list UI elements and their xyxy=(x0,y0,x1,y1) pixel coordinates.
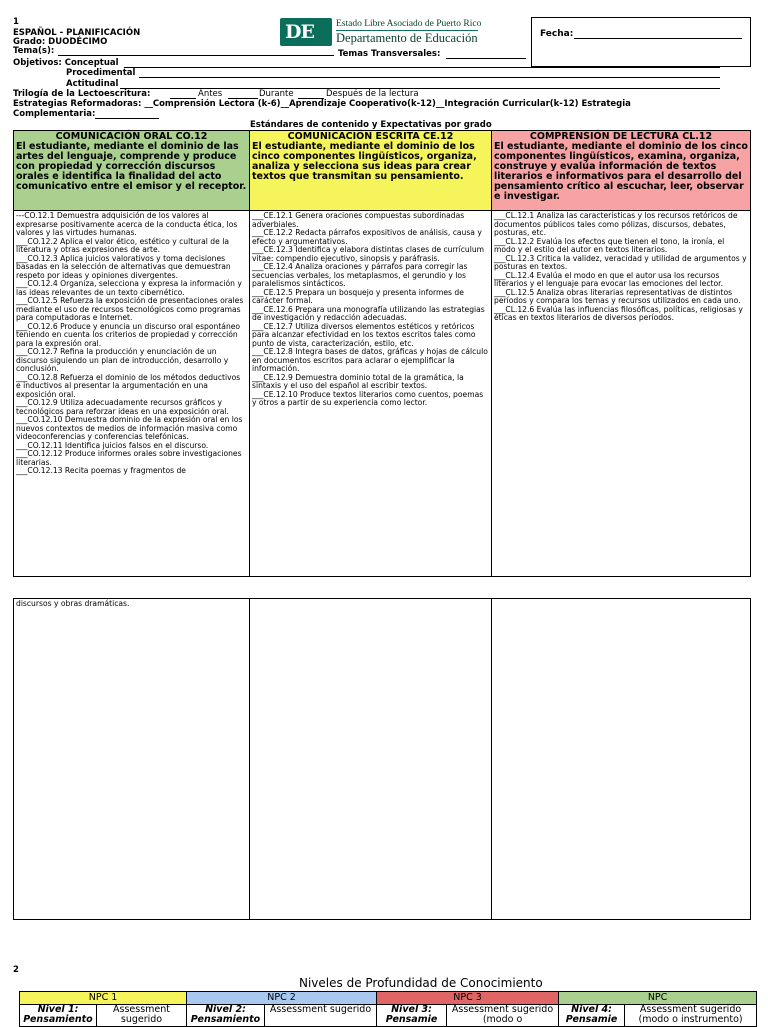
list-item[interactable]: ___CE.12.6 Prepara una monografía utilizando las estrategias de investigación y redacción adecuadas. xyxy=(252,304,485,322)
temas-label: Tema(s): xyxy=(13,46,55,56)
list-item[interactable]: ___CE.12.9 Demuestra dominio total de la gramática, la sintaxis y el uso del español al escribir textos. xyxy=(252,372,464,390)
list-item[interactable]: ___CL.12.5 Analiza obras literarias representativas de distintos períodos y compara los temas y recursos utilizados en cada uno. xyxy=(494,287,741,305)
despues-label: Después de la lectura xyxy=(326,89,419,99)
list-item[interactable]: ___CE.12.3 Identifica y elabora distintas clases de currículum vitae: compendio ejecutivo, sinopsis y paráfrasis. xyxy=(252,245,485,263)
list-item[interactable]: ___CO.12.4 Organiza, selecciona y expresa la información y las ideas relevantes de un texto cibernético. xyxy=(16,279,242,297)
nivel-2-label: Nivel 2: Pensamiento xyxy=(187,1005,265,1027)
list-item[interactable]: ___CO.12.6 Produce y enuncia un discurso oral espontáneo teniendo en cuenta los criterios de propiedad y corrección para la expresión oral. xyxy=(16,321,241,348)
oral-description: El estudiante, mediante el dominio de las artes del lenguaje, comprende y produce con propiedad y corrección discursos orales e identifica la finalidad del acto comunicativo entre el emisor y el receptor. xyxy=(16,141,247,192)
oral-header xyxy=(14,131,250,211)
fecha-label: Fecha: xyxy=(540,29,574,39)
list-item[interactable]: ___CE.12.1 Genera oraciones compuestas subordinadas adverbiales. xyxy=(252,211,465,229)
standards-continuation-table xyxy=(13,598,751,920)
lectura-header xyxy=(492,131,751,211)
durante-label: Durante xyxy=(259,89,294,99)
lectura-continuation-cell xyxy=(492,599,751,920)
npc-2-header: NPC 2 xyxy=(187,992,377,1005)
assessment-1-label: Assessment sugerido xyxy=(97,1005,187,1027)
list-item[interactable]: ___CO.12.12 Produce informes orales sobre investigaciones literarias. xyxy=(16,449,242,467)
standards-title: Estándares de contenido y Expectativas por grado xyxy=(250,120,492,130)
fecha-box[interactable] xyxy=(531,17,751,67)
npc-table xyxy=(19,991,757,1027)
escrita-continuation-cell xyxy=(250,599,492,920)
department-logo xyxy=(280,18,486,46)
assessment-3-label: Assessment sugerido (modo o xyxy=(447,1005,559,1027)
temas-transversales-label: Temas Transversales: xyxy=(338,49,441,59)
nivel-3-label: Nivel 3: Pensamie xyxy=(377,1005,447,1027)
page-number: 1 xyxy=(13,17,19,27)
standards-table xyxy=(13,130,751,577)
trilogia-label: Trilogía de la Lectoescritura: xyxy=(13,89,151,99)
nivel-4-label: Nivel 4: Pensamie xyxy=(559,1005,625,1027)
list-item[interactable]: ___CE.12.2 Redacta párrafos expositivos de análisis, causa y efecto y argumentativos. xyxy=(252,228,482,246)
list-item[interactable]: ___CE.12.8 Integra bases de datos, gráficas y hojas de cálculo en documentos escritos para aclarar o ejemplificar la información. xyxy=(252,347,488,373)
npc-title: Niveles de Profundidad de Conocimiento xyxy=(299,976,543,990)
complementaria-label: Complementaria: xyxy=(13,109,96,119)
assessment-4-label: Assessment sugerido (modo o instrumento) xyxy=(625,1005,757,1027)
list-item[interactable]: ___CE.12.7 Utiliza diversos elementos estéticos y retóricos para alcanzar efectividad en los textos escritos tales como punto de vista, caracterización, estilo, etc. xyxy=(252,321,476,348)
list-item[interactable]: ___CO.12.10 Demuestra dominio de la expresión oral en los nuevos contextos de medios de información masiva como videoconferencias y conferencias telefónicas. xyxy=(16,415,243,441)
lectura-items xyxy=(492,211,751,577)
list-item[interactable]: ___CO.12.5 Refuerza la exposición de presentaciones orales mediante el uso de recursos tecnológicos como programas para computadoras e Internet. xyxy=(16,296,244,322)
npc-3-header: NPC 3 xyxy=(377,992,559,1005)
escrita-title: COMUNICACIÓN ESCRITA CE.12 xyxy=(287,131,454,142)
list-item[interactable]: ___CO.12.11 Identifica juicios falsos en el discurso. xyxy=(16,440,209,450)
list-item[interactable]: ___CO.12.7 Refina la producción y enunciación de un discurso siguiendo un plan de introducción, desarrollo y conclusión. xyxy=(16,347,229,373)
oral-items xyxy=(14,211,250,577)
list-item[interactable]: ___CL.12.1 Analiza las características y los recursos retóricos de documentos públicos tales como pólizas, discursos, debates, posturas, etc. xyxy=(494,211,738,237)
doc-title: ESPAÑOL - PLANIFICACIÓN xyxy=(13,28,141,38)
de-logo-mark: DE xyxy=(280,18,332,46)
list-item[interactable]: ___CO.12.2 Aplica el valor ético, estético y cultural de la literatura y otras expresiones de arte. xyxy=(16,236,229,254)
oral-continuation: discursos y obras dramáticas. xyxy=(14,599,250,920)
oral-title: COMUNICACIÓN ORAL CO.12 xyxy=(55,131,208,142)
antes-label: Antes xyxy=(198,89,223,99)
page-number-2: 2 xyxy=(13,965,19,975)
list-item[interactable]: ___CO.12.3 Aplica juicios valorativos y toma decisiones basadas en la selección de alternativas que demuestran respeto por ideas y opiniones divergentes. xyxy=(16,253,231,280)
objetivos-label: Objetivos: Conceptual xyxy=(13,58,119,68)
list-item[interactable]: ___CO.12.13 Recita poemas y fragmentos de xyxy=(16,466,186,475)
estrategias-label: Estrategias Reformadoras: __Comprensión Lectora (k-6)__Aprendizaje Cooperativo(k-12)__Integración Curricular(k-12) Estrategia xyxy=(13,99,631,109)
nivel-1-label: Nivel 1: Pensamiento xyxy=(20,1005,97,1027)
list-item[interactable]: ___CL.12.6 Evalúa las influencias filosóficas, políticas, religiosas y éticas en textos literarios de diversos períodos. xyxy=(494,304,743,322)
npc-4-header: NPC xyxy=(559,992,757,1005)
escrita-items xyxy=(250,211,492,577)
assessment-2-label: Assessment sugerido xyxy=(265,1005,377,1027)
npc-1-header: NPC 1 xyxy=(20,992,187,1005)
procedimental-label: Procedimental xyxy=(66,68,136,78)
list-item[interactable]: ___CO.12.8 Refuerza el dominio de los métodos deductivos e inductivos al presentar la argumentación en una exposición oral. xyxy=(16,372,241,399)
list-item[interactable]: ___CL.12.4 Evalúa el modo en que el autor usa los recursos literarios y el lenguaje para evocar las emociones del lector. xyxy=(494,270,723,288)
list-item[interactable]: ___CE.12.5 Prepara un bosquejo y presenta informes de carácter formal. xyxy=(252,287,464,305)
lectura-description: El estudiante, mediante el dominio de los cinco componentes lingüísticos, examina, organiza, construye y evalúa información de textos literarios e informativos para el desarrollo del pensamiento crítico al escuchar, leer, observar e investigar. xyxy=(494,141,748,202)
actitudinal-label: Actitudinal xyxy=(66,79,119,89)
list-item[interactable]: ___CL.12.2 Evalúa los efectos que tienen el tono, la ironía, el modo y el estilo del autor en textos literarios. xyxy=(494,236,725,254)
list-item[interactable]: ___CO.12.9 Utiliza adecuadamente recursos gráficos y tecnológicos para reforzar ideas en una exposición oral. xyxy=(16,398,229,416)
list-item[interactable]: ___CL.12.3 Critica la validez, veracidad y utilidad de argumentos y posturas en textos. xyxy=(494,253,747,271)
logo-line2: Departamento de Educación xyxy=(336,31,478,45)
lectura-title: COMPRENSIÓN DE LECTURA CL.12 xyxy=(529,131,713,142)
list-item[interactable]: ---CO.12.1 Demuestra adquisición de los valores al expresarse positivamente acerca de la conducta ética, los valores y las virtudes humanas. xyxy=(16,211,238,237)
escrita-header xyxy=(250,131,492,211)
logo-line1: Estado Libre Asociado de Puerto Rico xyxy=(336,19,482,29)
list-item[interactable]: ___CE.12.4 Analiza oraciones y párrafos para corregir las secuencias verbales, los metaplasmos, el gerundio y los paralelismos sintácticos. xyxy=(252,262,468,288)
escrita-description: El estudiante, mediante el dominio de los cinco componentes lingüísticos, organiza, analiza y selecciona sus ideas para crear textos que transmitan su pensamiento. xyxy=(252,141,477,182)
grado-label: Grado: DUODÉCIMO xyxy=(13,37,108,47)
list-item[interactable]: ___CE.12.10 Produce textos literarios como cuentos, poemas y otros a partir de su experiencia como lector. xyxy=(252,389,484,407)
